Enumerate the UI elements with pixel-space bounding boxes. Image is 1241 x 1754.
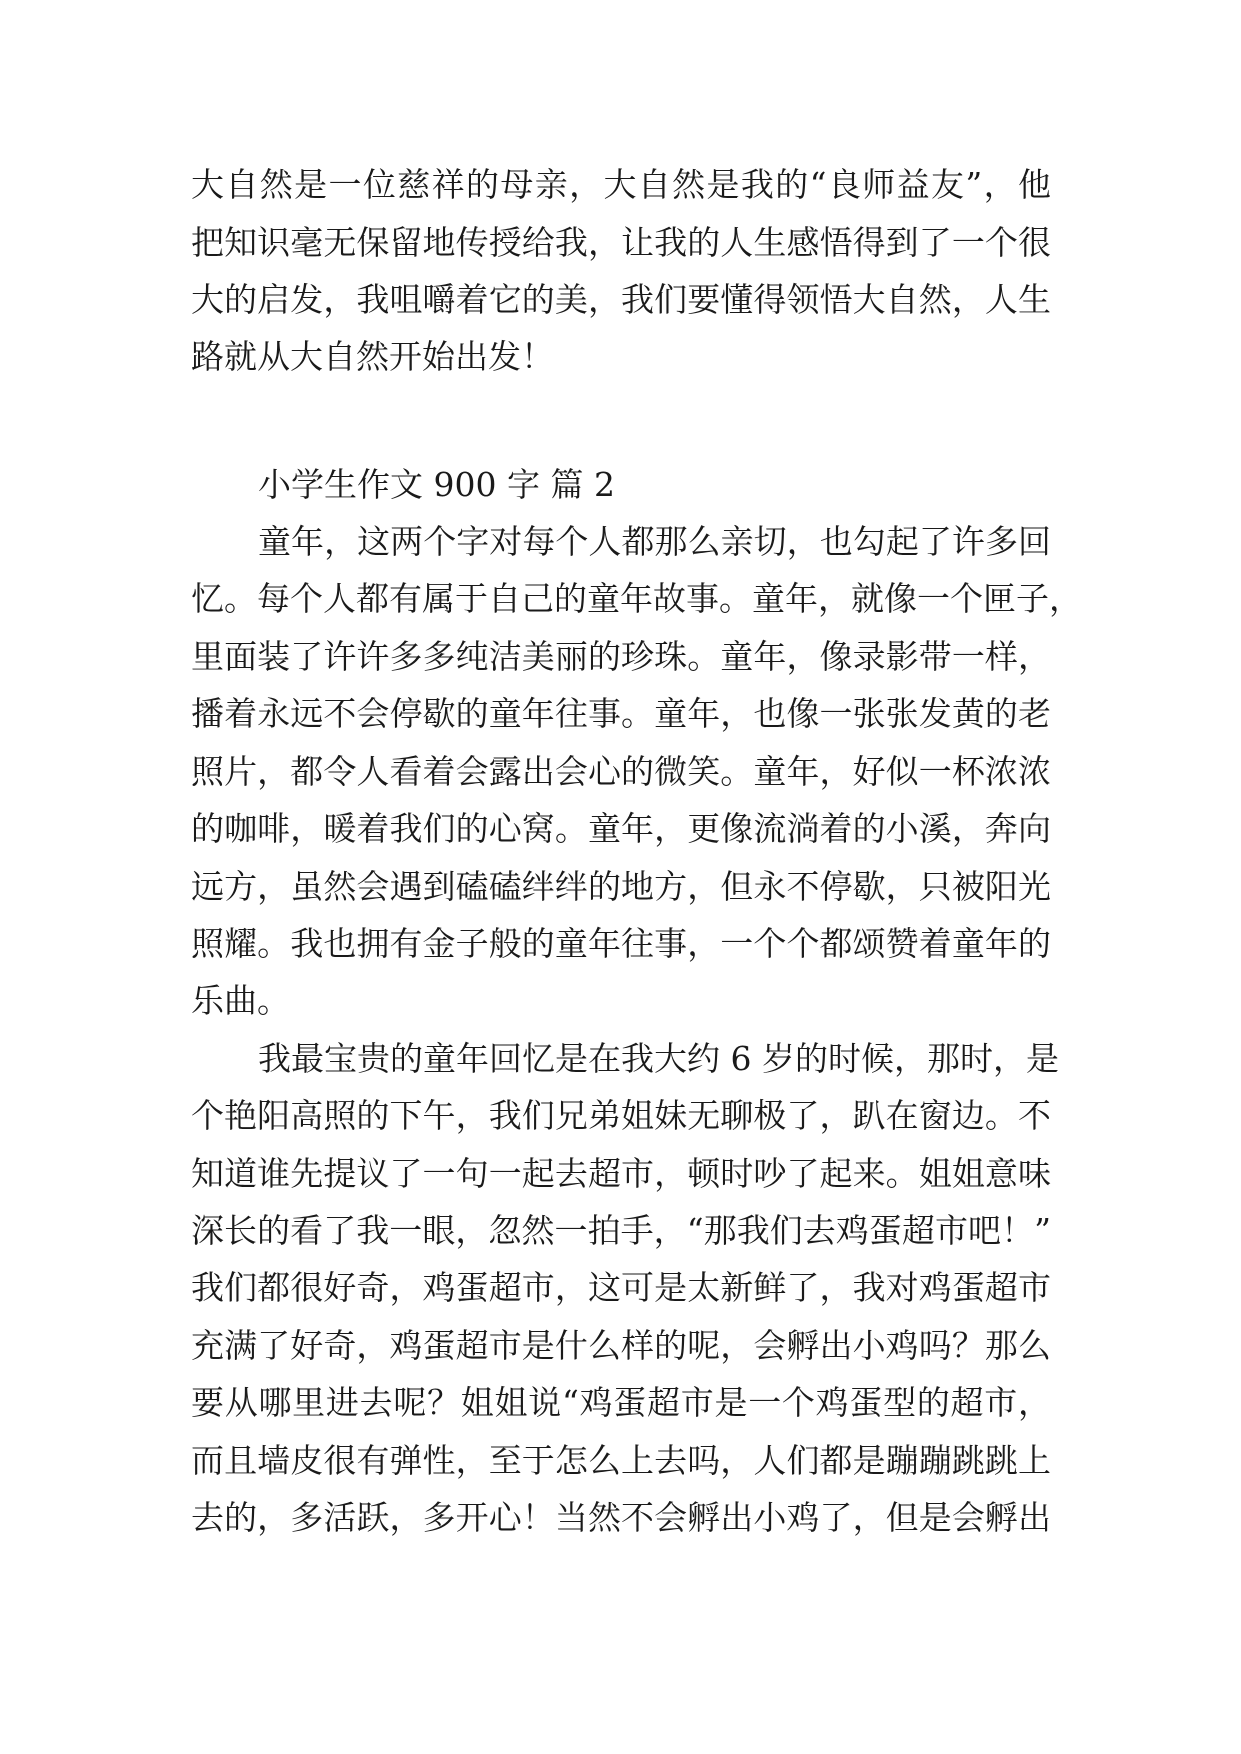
paragraph-line: 照耀。我也拥有金子般的童年往事，一个个都颂赞着童年的 <box>191 924 1051 963</box>
paragraph-line: 大的启发，我咀嚼着它的美，我们要懂得领悟大自然，人生 <box>191 280 1051 319</box>
paragraph-line: 童年，这两个字对每个人都那么亲切，也勾起了许多回 <box>258 522 1051 561</box>
paragraph-line: 要从哪里进去呢？姐姐说“鸡蛋超市是一个鸡蛋型的超市， <box>191 1383 1051 1422</box>
paragraph-line: 播着永远不会停歇的童年往事。童年，也像一张张发黄的老 <box>191 694 1051 733</box>
paragraph-line: 而且墙皮很有弹性，至于怎么上去吗，人们都是蹦蹦跳跳上 <box>191 1441 1051 1480</box>
paragraph-line: 个艳阳高照的下午，我们兄弟姐妹无聊极了，趴在窗边。不 <box>191 1096 1051 1135</box>
paragraph-line: 我最宝贵的童年回忆是在我大约 6 岁的时候，那时，是 <box>258 1039 1059 1078</box>
paragraph-line: 忆。每个人都有属于自己的童年故事。童年，就像一个匣子， <box>191 579 1082 618</box>
paragraph-line: 乐曲。 <box>191 981 290 1020</box>
paragraph-line: 深长的看了我一眼，忽然一拍手，“那我们去鸡蛋超市吧！” <box>191 1211 1051 1250</box>
paragraph-line: 的咖啡，暖着我们的心窝。童年，更像流淌着的小溪，奔向 <box>191 809 1051 848</box>
paragraph-line: 去的，多活跃，多开心！当然不会孵出小鸡了，但是会孵出 <box>191 1498 1051 1537</box>
paragraph-line: 照片，都令人看着会露出会心的微笑。童年，好似一杯浓浓 <box>191 752 1051 791</box>
paragraph-line: 充满了好奇，鸡蛋超市是什么样的呢，会孵出小鸡吗？那么 <box>191 1326 1051 1365</box>
paragraph-line: 路就从大自然开始出发！ <box>191 337 554 376</box>
paragraph-line: 知道谁先提议了一句一起去超市，顿时吵了起来。姐姐意味 <box>191 1154 1051 1193</box>
paragraph-line: 里面装了许许多多纯洁美丽的珍珠。童年，像录影带一样， <box>191 637 1051 676</box>
paragraph-line: 我们都很好奇，鸡蛋超市，这可是太新鲜了，我对鸡蛋超市 <box>191 1268 1051 1307</box>
paragraph-line: 把知识毫无保留地传授给我，让我的人生感悟得到了一个很 <box>191 223 1051 262</box>
section-heading: 小学生作文 900 字 篇 2 <box>258 465 615 504</box>
paragraph-line: 大自然是一位慈祥的母亲，大自然是我的“良师益友”，他 <box>191 165 1051 204</box>
paragraph-line: 远方，虽然会遇到磕磕绊绊的地方，但永不停歇，只被阳光 <box>191 867 1051 906</box>
